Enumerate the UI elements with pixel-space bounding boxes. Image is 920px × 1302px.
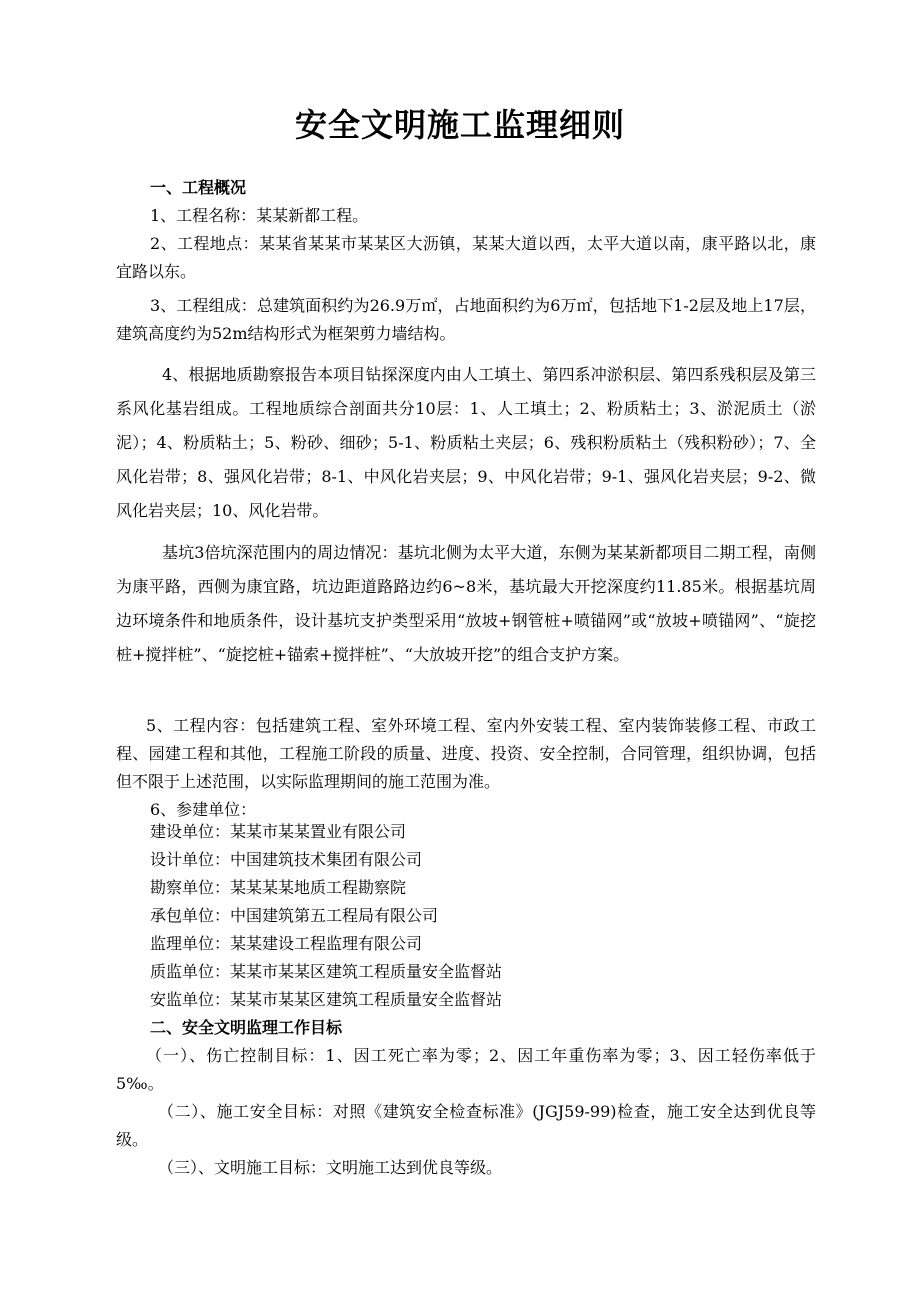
participant-unit: 承包单位：中国建筑第五工程局有限公司	[150, 906, 439, 925]
participant-unit: 监理单位：某某建设工程监理有限公司	[150, 934, 423, 953]
civilized-construction-goal-paragraph: （三）、文明施工目标：文明施工达到优良等级。	[158, 1158, 503, 1177]
participants-heading: 6、参建单位：	[150, 800, 257, 819]
project-location-paragraph: 2、工程地点：某某省某某市某某区大沥镇，某某大道以西，太平大道以南，康平路以北，康宜路以东。	[116, 234, 816, 281]
participant-unit: 建设单位：某某市某某置业有限公司	[150, 822, 407, 841]
project-composition-paragraph: 3、工程组成：总建筑面积约为26.9万㎡，占地面积约为6万㎡，包括地下1-2层及地上17层，建筑高度约为52m结构形式为框架剪力墙结构。	[116, 296, 816, 343]
project-name-paragraph: 1、工程名称：某某新都工程。	[150, 206, 369, 225]
section-2-heading: 二、安全文明监理工作目标	[150, 1018, 343, 1037]
participant-unit: 质监单位：某某市某某区建筑工程质量安全监督站	[150, 962, 503, 981]
geology-paragraph: 4、根据地质勘察报告本项目钻探深度内由人工填土、第四系冲淤积层、第四系残积层及第三系风化基岩组成。工程地质综合剖面共分10层：1、人工填土；2、粉质粘土；3、淤泥质土（淤泥）；4、粉质粘土；5、粉砂、细砂；5-1、粉质粘土夹层；6、残积粉质粘土（残积粉砂）；7、全风化岩带；8、强风化岩带；8-1、中风化岩夹层；9、中风化岩带；9-1、强风化岩夹层；9-2、微风化岩夹层；10、风化岩带。	[116, 365, 816, 520]
document-title: 安全文明施工监理细则	[294, 106, 625, 144]
casualty-goal-paragraph: （一）、伤亡控制目标：1、因工死亡率为零；2、因工年重伤率为零；3、因工轻伤率低于5‰。	[116, 1046, 816, 1093]
section-1-heading: 一、工程概况	[150, 178, 247, 197]
participant-unit: 设计单位：中国建筑技术集团有限公司	[150, 850, 423, 869]
foundation-pit-paragraph: 基坑3倍坑深范围内的周边情况：基坑北侧为太平大道，东侧为某某新都项目二期工程，南侧为康平路，西侧为康宜路，坑边距道路路边约6~8米，基坑最大开挖深度约11.85米。根据基坑周边环境条件和地质条件，设计基坑支护类型采用“放坡+钢管桩+喷锚网”或“放坡+喷锚网”、“旋挖桩+搅拌桩”、“旋挖桩+锚索+搅拌桩”、“大放坡开挖”的组合支护方案。	[116, 543, 816, 664]
safety-goal-paragraph: （二）、施工安全目标：对照《建筑安全检查标准》(JGJ59-99)检查，施工安全达到优良等级。	[116, 1102, 816, 1149]
project-content-paragraph: 5、工程内容：包括建筑工程、室外环境工程、室内外安装工程、室内装饰装修工程、市政工程、园建工程和其他，工程施工阶段的质量、进度、投资、安全控制，合同管理，组织协调，包括但不限于上述范围，以实际监理期间的施工范围为准。	[116, 716, 816, 791]
participant-unit: 安监单位：某某市某某区建筑工程质量安全监督站	[150, 990, 503, 1009]
participant-unit: 勘察单位：某某某某地质工程勘察院	[150, 878, 407, 897]
